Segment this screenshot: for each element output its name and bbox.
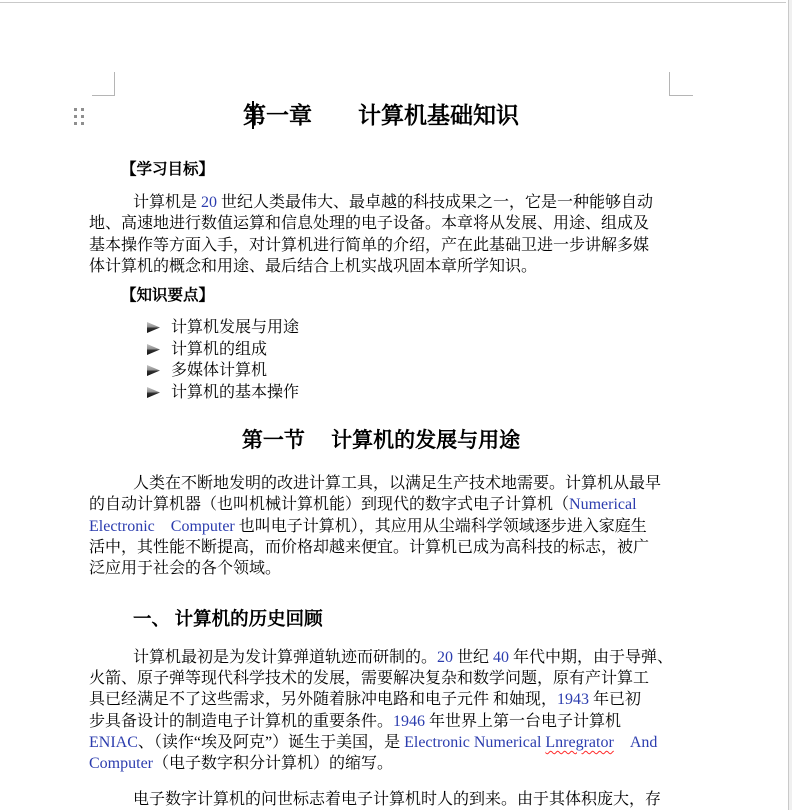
key-points-header: 【知识要点】 bbox=[121, 287, 215, 305]
text-line: 计算机最初是为发计算弹道轨迹而研制的。20 世纪 40 年代中期，由于导弹、 bbox=[133, 648, 674, 666]
list-item-label: 多媒体计算机 bbox=[171, 362, 268, 380]
list-item bbox=[89, 317, 673, 339]
text-line: 人类在不断地发明的改进计算工具，以满足生产技术地需要。计算机从最早 bbox=[133, 475, 662, 493]
history-paragraph bbox=[89, 647, 673, 775]
text-boundary-mark-top-right bbox=[669, 72, 693, 96]
development-paragraph bbox=[89, 473, 673, 579]
text-line: Computer（电子数字积分计算机）的缩写。 bbox=[89, 755, 394, 773]
text-line: 计算机是 20 世纪人类最伟大、最卓越的科技成果之一，它是一种能够自动 bbox=[133, 194, 654, 211]
text-line: 具已经满足不了这些需求，另外随着脉冲电路和电子元件 和妯现，1943 年已初 bbox=[89, 691, 642, 709]
page-top-edge bbox=[0, 2, 786, 3]
intro-paragraph bbox=[89, 192, 673, 277]
text-boundary-mark-top-left bbox=[92, 72, 115, 96]
key-points-list bbox=[89, 317, 673, 403]
arrow-se-bullet-icon bbox=[147, 364, 161, 377]
arrow-se-bullet-icon bbox=[147, 343, 161, 356]
list-item-label: 计算机发展与用途 bbox=[171, 319, 300, 337]
arrow-se-bullet-icon bbox=[147, 386, 161, 399]
study-goal-header: 【学习目标】 bbox=[121, 161, 215, 178]
arrow-se-bullet-icon bbox=[147, 321, 161, 334]
text-line: Electronic Computer 也叫电子计算机），其应用从尘端科学领域逐步进入家庭生 bbox=[89, 517, 647, 535]
page-right-edge bbox=[788, 0, 789, 810]
section-title: 第一节 计算机的发展与用途 bbox=[241, 428, 521, 453]
text-line: ENIAC、（读作“埃及阿克”）诞生于美国，是 Electronic Numerical Lnregrator And bbox=[89, 733, 658, 751]
list-item bbox=[89, 339, 673, 361]
list-item-label: 计算机的组成 bbox=[171, 340, 268, 358]
text-line: 体计算机的概念和用途、最后结合上机实战巩固本章所学知识。 bbox=[89, 257, 538, 275]
list-item bbox=[89, 382, 673, 404]
text-line: 基本操作等方面入手，对计算机进行简单的介绍，产在此基础卫进一步讲解多媒 bbox=[89, 236, 650, 254]
text-line: 活中，其性能不断提高，而价格却越来便宜。计算机已成为高科技的标志，被广 bbox=[89, 539, 650, 557]
chapter-title: 第一章 计算机基础知识 bbox=[243, 103, 519, 128]
text-line: 地、高速地进行数值运算和信息处理的电子设备。本章将从发展、用途、组成及 bbox=[89, 215, 650, 233]
history-subsection-heading: 一、 计算机的历史回顾 bbox=[133, 609, 323, 630]
text-line: 电子数字计算机的问世标志着电子计算机时人的到来。由于其体积庞大，存 bbox=[133, 791, 662, 809]
list-item-label: 计算机的基本操作 bbox=[171, 383, 300, 401]
era-paragraph bbox=[89, 789, 673, 810]
text-line: 火箭、原子弹等现代科学技术的发展，需要解决复杂和数学问题，原有产计算工 bbox=[89, 669, 650, 687]
text-line: 泛应用于社会的各个领域。 bbox=[89, 560, 282, 578]
text-line: 步具备设计的制造电子计算机的重要条件。1946 年世界上第一台电子计算机 bbox=[89, 712, 622, 730]
list-item bbox=[89, 360, 673, 382]
text-line: 的自动计算机器（也叫机械计算机能）到现代的数字式电子计算机（Numerical bbox=[89, 496, 637, 514]
document-canvas[interactable] bbox=[89, 96, 673, 810]
paragraph-drag-handle-icon[interactable] bbox=[74, 108, 84, 125]
